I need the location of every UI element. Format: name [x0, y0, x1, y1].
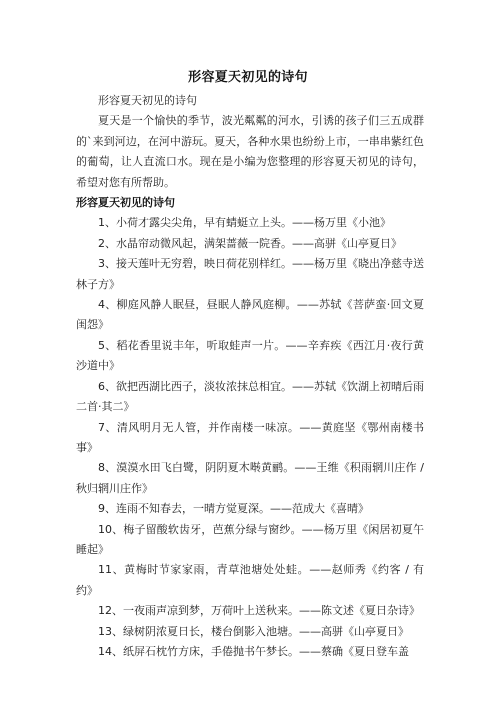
poem-line: 8、漠漠水田飞白鹭，阴阴夏木啭黄鹂。——王维《积雨辋川庄作 / 秋归辋川庄作》: [76, 461, 424, 495]
document-title: 形容夏天初见的诗句: [188, 70, 308, 85]
poem-line: 10、梅子留酸软齿牙，芭蕉分绿与窗纱。——杨万里《闲居初夏午睡起》: [76, 522, 424, 556]
poem-line: 5、稻花香里说丰年，听取蛙声一片。——辛弃疾《西江月·夜行黄沙道中》: [76, 338, 424, 373]
poem-line: 4、柳庭风静人眠昼，昼眠人静风庭柳。——苏轼《菩萨蛮·回文夏闺怨》: [76, 298, 424, 332]
section-heading: 形容夏天初见的诗句: [76, 196, 175, 210]
subtitle-line: 形容夏天初见的诗句: [98, 94, 197, 107]
poem-line: 9、连雨不知春去，一晴方觉夏深。——范成大《喜晴》: [98, 502, 369, 516]
poem-line: 12、一夜雨声凉到梦，万荷叶上送秋来。——陈文述《夏日杂诗》: [98, 604, 420, 618]
intro-paragraph: 夏天是一个愉快的季节，波光粼粼的河水，引诱的孩子们三五成群的`来到河边，在河中游玩。夏天，各种水果也纷纷上市，一串串紫红色的葡萄，让人直流口水。现在是小编为您整理的形容夏天初见的诗句，希望对您有所帮助。: [76, 114, 424, 189]
poem-line: 2、水晶帘动微风起，满架蔷薇一院香。——高骈《山亭夏日》: [98, 236, 402, 250]
poem-line: 11、黄梅时节家家雨，青草池塘处处蛙。——赵师秀《约客 / 有约》: [76, 563, 424, 597]
poem-line: 3、接天莲叶无穷碧，映日荷花别样红。——杨万里《晓出净慈寺送林子方》: [76, 257, 424, 291]
poem-line: 1、小荷才露尖尖角，早有蜻蜓立上头。——杨万里《小池》: [98, 216, 391, 230]
poem-line: 14、纸屏石枕竹方床，手倦抛书午梦长。——蔡确《夏日登车盖: [98, 644, 409, 658]
poem-line: 7、清风明月无人管，并作南楼一味凉。——黄庭坚《鄂州南楼书事》: [76, 420, 424, 454]
document-body: [76, 91, 424, 662]
poem-line: 6、欲把西湖比西子，淡妆浓抹总相宜。——苏轼《饮湖上初晴后雨二首·其二》: [76, 379, 424, 414]
poem-line: 13、绿树阴浓夏日长，楼台倒影入池塘。——高骈《山亭夏日》: [98, 624, 409, 638]
